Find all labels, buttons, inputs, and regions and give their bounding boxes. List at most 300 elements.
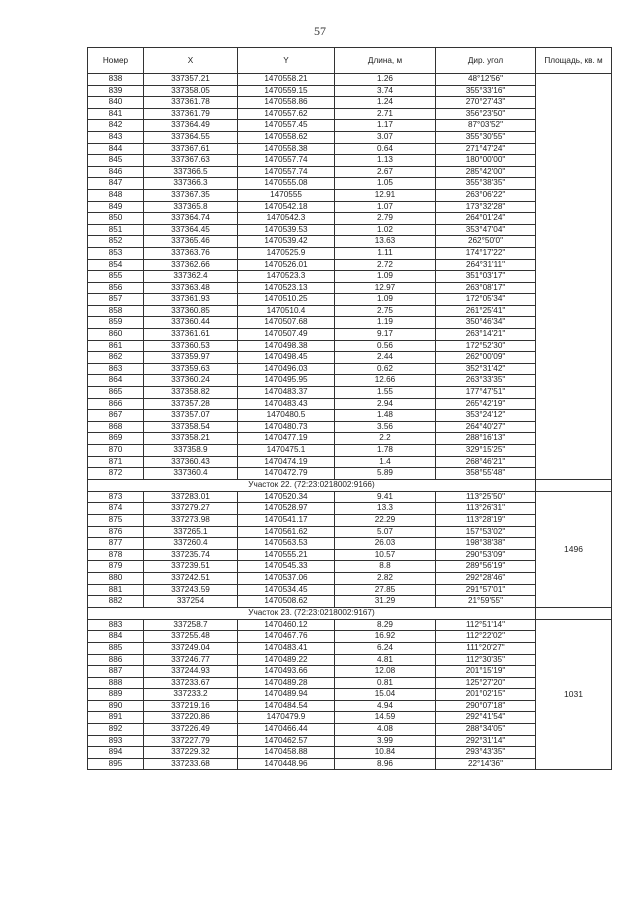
cell-angle: 289°56'19"	[436, 561, 536, 573]
cell-length: 2.94	[335, 398, 436, 410]
cell-length: 3.99	[335, 735, 436, 747]
cell-angle: 113°26'31"	[436, 503, 536, 515]
cell-y: 1470483.41	[238, 642, 335, 654]
cell-length: 1.19	[335, 317, 436, 329]
cell-y: 1470480.73	[238, 421, 335, 433]
cell-angle: 112°51'14"	[436, 619, 536, 631]
cell-y: 1470458.88	[238, 747, 335, 759]
cell-x: 337358.9	[144, 445, 238, 457]
cell-length: 12.66	[335, 375, 436, 387]
table-row	[88, 329, 612, 341]
cell-y: 1470489.94	[238, 689, 335, 701]
table-row	[88, 387, 612, 399]
cell-length: 1.13	[335, 155, 436, 167]
cell-angle: 355°30'55"	[436, 131, 536, 143]
cell-length: 15.04	[335, 689, 436, 701]
cell-num: 847	[88, 178, 144, 190]
table-body	[88, 74, 612, 770]
cell-length: 31.29	[335, 596, 436, 608]
cell-angle: 358°55'48"	[436, 468, 536, 480]
table-row	[88, 178, 612, 190]
cell-length: 1.11	[335, 247, 436, 259]
cell-length: 2.71	[335, 108, 436, 120]
cell-y: 1470525.9	[238, 247, 335, 259]
table-row	[88, 456, 612, 468]
cell-angle: 268°46'21"	[436, 456, 536, 468]
cell-num: 846	[88, 166, 144, 178]
cell-length: 13.3	[335, 503, 436, 515]
cell-num: 879	[88, 561, 144, 573]
cell-y: 1470557.45	[238, 120, 335, 132]
cell-y: 1470483.43	[238, 398, 335, 410]
cell-y: 1470448.96	[238, 758, 335, 770]
cell-angle: 262°00'09"	[436, 352, 536, 364]
cell-num: 856	[88, 282, 144, 294]
cell-length: 1.09	[335, 294, 436, 306]
cell-length: 1.48	[335, 410, 436, 422]
cell-y: 1470474.19	[238, 456, 335, 468]
cell-num: 883	[88, 619, 144, 631]
table-row	[88, 584, 612, 596]
table-row	[88, 561, 612, 573]
cell-y: 1470483.37	[238, 387, 335, 399]
cell-num: 860	[88, 329, 144, 341]
table-row	[88, 572, 612, 584]
table-row	[88, 677, 612, 689]
cell-num: 848	[88, 189, 144, 201]
cell-length: 5.07	[335, 526, 436, 538]
cell-x: 337283.01	[144, 491, 238, 503]
cell-num: 861	[88, 340, 144, 352]
table-row	[88, 433, 612, 445]
section-title-row	[88, 607, 612, 619]
cell-num: 869	[88, 433, 144, 445]
cell-angle: 292°28'46"	[436, 572, 536, 584]
cell-y: 1470555	[238, 189, 335, 201]
cell-x: 337358.05	[144, 85, 238, 97]
cell-num: 887	[88, 666, 144, 678]
cell-num: 871	[88, 456, 144, 468]
area-cell: 1496	[536, 491, 612, 607]
cell-length: 2.44	[335, 352, 436, 364]
cell-length: 1.4	[335, 456, 436, 468]
cell-angle: 291°57'01"	[436, 584, 536, 596]
header-area: Площадь, кв. м	[536, 48, 612, 74]
cell-num: 866	[88, 398, 144, 410]
cell-angle: 288°34'05"	[436, 724, 536, 736]
section-title: Участок 23. (72:23:0218002:9167)	[88, 607, 536, 619]
cell-angle: 292°31'14"	[436, 735, 536, 747]
cell-angle: 351°03'17"	[436, 271, 536, 283]
table-row	[88, 97, 612, 109]
cell-num: 875	[88, 514, 144, 526]
cell-x: 337357.21	[144, 74, 238, 86]
cell-angle: 290°53'09"	[436, 549, 536, 561]
cell-num: 850	[88, 213, 144, 225]
table-row	[88, 108, 612, 120]
cell-num: 881	[88, 584, 144, 596]
cell-x: 337358.82	[144, 387, 238, 399]
cell-y: 1470498.38	[238, 340, 335, 352]
cell-angle: 355°33'16"	[436, 85, 536, 97]
table-row	[88, 85, 612, 97]
cell-angle: 87°03'52"	[436, 120, 536, 132]
cell-angle: 264°40'27"	[436, 421, 536, 433]
table-row	[88, 143, 612, 155]
cell-num: 877	[88, 538, 144, 550]
cell-angle: 48°12'56"	[436, 74, 536, 86]
cell-length: 9.17	[335, 329, 436, 341]
cell-length: 1.26	[335, 74, 436, 86]
table-row	[88, 375, 612, 387]
cell-x: 337360.43	[144, 456, 238, 468]
table-row	[88, 363, 612, 375]
cell-length: 2.72	[335, 259, 436, 271]
cell-angle: 264°31'11"	[436, 259, 536, 271]
cell-y: 1470466.44	[238, 724, 335, 736]
cell-num: 839	[88, 85, 144, 97]
cell-x: 337364.49	[144, 120, 238, 132]
cell-y: 1470558.21	[238, 74, 335, 86]
cell-x: 337359.97	[144, 352, 238, 364]
cell-x: 337220.86	[144, 712, 238, 724]
cell-length: 12.08	[335, 666, 436, 678]
cell-x: 337362.4	[144, 271, 238, 283]
table-row	[88, 503, 612, 515]
cell-length: 1.17	[335, 120, 436, 132]
cell-angle: 261°25'41"	[436, 305, 536, 317]
cell-num: 859	[88, 317, 144, 329]
cell-angle: 22°14'36"	[436, 758, 536, 770]
cell-num: 838	[88, 74, 144, 86]
cell-angle: 198°38'38"	[436, 538, 536, 550]
cell-y: 1470555.21	[238, 549, 335, 561]
table-row	[88, 654, 612, 666]
cell-x: 337361.78	[144, 97, 238, 109]
cell-num: 884	[88, 631, 144, 643]
cell-x: 337364.45	[144, 224, 238, 236]
header-x: X	[144, 48, 238, 74]
cell-length: 8.8	[335, 561, 436, 573]
cell-x: 337235.74	[144, 549, 238, 561]
cell-x: 337360.44	[144, 317, 238, 329]
cell-angle: 329°15'25"	[436, 445, 536, 457]
cell-y: 1470542.3	[238, 213, 335, 225]
cell-num: 889	[88, 689, 144, 701]
cell-num: 845	[88, 155, 144, 167]
cell-angle: 21°59'55"	[436, 596, 536, 608]
cell-y: 1470495.95	[238, 375, 335, 387]
cell-y: 1470480.5	[238, 410, 335, 422]
cell-num: 841	[88, 108, 144, 120]
cell-num: 867	[88, 410, 144, 422]
table-row	[88, 491, 612, 503]
cell-num: 863	[88, 363, 144, 375]
cell-angle: 263°14'21"	[436, 329, 536, 341]
cell-num: 844	[88, 143, 144, 155]
table-row	[88, 247, 612, 259]
cell-x: 337243.59	[144, 584, 238, 596]
cell-angle: 292°41'54"	[436, 712, 536, 724]
cell-num: 886	[88, 654, 144, 666]
cell-angle: 270°27'43"	[436, 97, 536, 109]
cell-y: 1470489.28	[238, 677, 335, 689]
table-row	[88, 352, 612, 364]
table-row	[88, 155, 612, 167]
cell-x: 337366.3	[144, 178, 238, 190]
cell-angle: 352°31'42"	[436, 363, 536, 375]
cell-num: 849	[88, 201, 144, 213]
cell-length: 14.59	[335, 712, 436, 724]
table-row	[88, 700, 612, 712]
table-row	[88, 689, 612, 701]
cell-angle: 112°30'35"	[436, 654, 536, 666]
cell-num: 872	[88, 468, 144, 480]
cell-num: 876	[88, 526, 144, 538]
table-row	[88, 735, 612, 747]
cell-length: 2.79	[335, 213, 436, 225]
cell-angle: 271°47'24"	[436, 143, 536, 155]
cell-x: 337260.4	[144, 538, 238, 550]
area-cell: 1031	[536, 619, 612, 770]
cell-num: 892	[88, 724, 144, 736]
table-row	[88, 712, 612, 724]
table-row	[88, 271, 612, 283]
table-row	[88, 538, 612, 550]
page-number: 57	[314, 24, 326, 38]
cell-length: 1.55	[335, 387, 436, 399]
cell-y: 1470534.45	[238, 584, 335, 596]
table-row	[88, 166, 612, 178]
cell-x: 337367.35	[144, 189, 238, 201]
coordinates-table	[87, 47, 612, 770]
cell-angle: 263°06'22"	[436, 189, 536, 201]
table-row	[88, 421, 612, 433]
section-title-row	[88, 479, 612, 491]
cell-y: 1470472.79	[238, 468, 335, 480]
cell-y: 1470467.76	[238, 631, 335, 643]
cell-y: 1470558.86	[238, 97, 335, 109]
cell-angle: 285°42'00"	[436, 166, 536, 178]
cell-angle: 111°20'27"	[436, 642, 536, 654]
cell-y: 1470510.25	[238, 294, 335, 306]
cell-y: 1470493.66	[238, 666, 335, 678]
cell-num: 852	[88, 236, 144, 248]
cell-x: 337361.93	[144, 294, 238, 306]
cell-x: 337361.79	[144, 108, 238, 120]
cell-angle: 172°52'30"	[436, 340, 536, 352]
table-row	[88, 259, 612, 271]
cell-length: 4.08	[335, 724, 436, 736]
cell-y: 1470557.74	[238, 155, 335, 167]
table-row	[88, 201, 612, 213]
cell-num: 880	[88, 572, 144, 584]
cell-angle: 288°16'13"	[436, 433, 536, 445]
cell-x: 337367.61	[144, 143, 238, 155]
table-row	[88, 596, 612, 608]
table-row	[88, 236, 612, 248]
cell-angle: 356°23'50"	[436, 108, 536, 120]
header-y: Y	[238, 48, 335, 74]
cell-y: 1470460.12	[238, 619, 335, 631]
cell-x: 337360.53	[144, 340, 238, 352]
cell-x: 337255.48	[144, 631, 238, 643]
cell-angle: 180°00'00"	[436, 155, 536, 167]
cell-y: 1470484.54	[238, 700, 335, 712]
cell-num: 890	[88, 700, 144, 712]
cell-length: 2.2	[335, 433, 436, 445]
cell-x: 337279.27	[144, 503, 238, 515]
cell-num: 840	[88, 97, 144, 109]
table-row	[88, 642, 612, 654]
cell-angle: 263°33'35"	[436, 375, 536, 387]
cell-length: 1.02	[335, 224, 436, 236]
cell-x: 337249.04	[144, 642, 238, 654]
cell-num: 888	[88, 677, 144, 689]
cell-length: 16.92	[335, 631, 436, 643]
cell-angle: 353°24'12"	[436, 410, 536, 422]
cell-angle: 350°46'34"	[436, 317, 536, 329]
cell-y: 1470523.13	[238, 282, 335, 294]
section-area-blank	[536, 607, 612, 619]
header-number: Номер	[88, 48, 144, 74]
cell-length: 27.85	[335, 584, 436, 596]
cell-length: 13.63	[335, 236, 436, 248]
cell-num: 874	[88, 503, 144, 515]
cell-y: 1470523.3	[238, 271, 335, 283]
cell-x: 337366.5	[144, 166, 238, 178]
cell-angle: 113°25'50"	[436, 491, 536, 503]
cell-angle: 112°22'02"	[436, 631, 536, 643]
cell-num: 885	[88, 642, 144, 654]
cell-x: 337219.16	[144, 700, 238, 712]
cell-y: 1470541.17	[238, 514, 335, 526]
cell-length: 3.74	[335, 85, 436, 97]
cell-y: 1470539.53	[238, 224, 335, 236]
cell-num: 854	[88, 259, 144, 271]
cell-y: 1470537.06	[238, 572, 335, 584]
table-row	[88, 282, 612, 294]
cell-angle: 355°38'35"	[436, 178, 536, 190]
cell-x: 337367.63	[144, 155, 238, 167]
cell-length: 1.07	[335, 201, 436, 213]
cell-y: 1470477.19	[238, 433, 335, 445]
cell-x: 337363.76	[144, 247, 238, 259]
cell-x: 337233.67	[144, 677, 238, 689]
cell-angle: 173°32'28"	[436, 201, 536, 213]
cell-num: 855	[88, 271, 144, 283]
cell-y: 1470528.97	[238, 503, 335, 515]
cell-angle: 157°53'02"	[436, 526, 536, 538]
cell-x: 337362.66	[144, 259, 238, 271]
cell-num: 851	[88, 224, 144, 236]
cell-length: 2.82	[335, 572, 436, 584]
cell-x: 337365.46	[144, 236, 238, 248]
cell-y: 1470496.03	[238, 363, 335, 375]
cell-num: 893	[88, 735, 144, 747]
cell-y: 1470510.4	[238, 305, 335, 317]
cell-y: 1470545.33	[238, 561, 335, 573]
cell-x: 337239.51	[144, 561, 238, 573]
cell-length: 4.81	[335, 654, 436, 666]
cell-num: 894	[88, 747, 144, 759]
cell-angle: 174°17'22"	[436, 247, 536, 259]
cell-length: 3.07	[335, 131, 436, 143]
cell-x: 337358.54	[144, 421, 238, 433]
cell-y: 1470542.18	[238, 201, 335, 213]
cell-length: 8.96	[335, 758, 436, 770]
cell-angle: 264°01'24"	[436, 213, 536, 225]
cell-num: 853	[88, 247, 144, 259]
cell-x: 337361.61	[144, 329, 238, 341]
cell-y: 1470507.49	[238, 329, 335, 341]
cell-angle: 177°47'51"	[436, 387, 536, 399]
cell-y: 1470557.74	[238, 166, 335, 178]
cell-length: 0.56	[335, 340, 436, 352]
cell-angle: 262°50'0"	[436, 236, 536, 248]
cell-angle: 201°02'15"	[436, 689, 536, 701]
cell-angle: 265°42'19"	[436, 398, 536, 410]
cell-length: 26.03	[335, 538, 436, 550]
cell-length: 0.81	[335, 677, 436, 689]
table-row	[88, 468, 612, 480]
table-row	[88, 294, 612, 306]
cell-num: 864	[88, 375, 144, 387]
table-row	[88, 758, 612, 770]
table-row	[88, 445, 612, 457]
cell-length: 22.29	[335, 514, 436, 526]
cell-num: 895	[88, 758, 144, 770]
cell-y: 1470479.9	[238, 712, 335, 724]
cell-length: 6.24	[335, 642, 436, 654]
cell-angle: 125°27'20"	[436, 677, 536, 689]
cell-length: 12.97	[335, 282, 436, 294]
cell-x: 337226.49	[144, 724, 238, 736]
cell-y: 1470508.62	[238, 596, 335, 608]
table-row	[88, 340, 612, 352]
cell-y: 1470520.34	[238, 491, 335, 503]
cell-length: 1.78	[335, 445, 436, 457]
cell-angle: 290°07'18"	[436, 700, 536, 712]
cell-length: 1.05	[335, 178, 436, 190]
table-row	[88, 120, 612, 132]
cell-y: 1470489.22	[238, 654, 335, 666]
cell-x: 337360.24	[144, 375, 238, 387]
cell-num: 857	[88, 294, 144, 306]
cell-angle: 113°28'19"	[436, 514, 536, 526]
table-row	[88, 549, 612, 561]
cell-x: 337265.1	[144, 526, 238, 538]
cell-length: 4.94	[335, 700, 436, 712]
table-row	[88, 317, 612, 329]
cell-length: 0.64	[335, 143, 436, 155]
table-row	[88, 213, 612, 225]
cell-x: 337363.48	[144, 282, 238, 294]
table-row	[88, 724, 612, 736]
cell-x: 337233.68	[144, 758, 238, 770]
table-row	[88, 666, 612, 678]
cell-angle: 201°15'19"	[436, 666, 536, 678]
cell-y: 1470558.38	[238, 143, 335, 155]
cell-x: 337233.2	[144, 689, 238, 701]
cell-x: 337358.21	[144, 433, 238, 445]
cell-x: 337242.51	[144, 572, 238, 584]
cell-num: 865	[88, 387, 144, 399]
cell-y: 1470559.15	[238, 85, 335, 97]
cell-x: 337246.77	[144, 654, 238, 666]
cell-y: 1470539.42	[238, 236, 335, 248]
cell-angle: 293°43'35"	[436, 747, 536, 759]
